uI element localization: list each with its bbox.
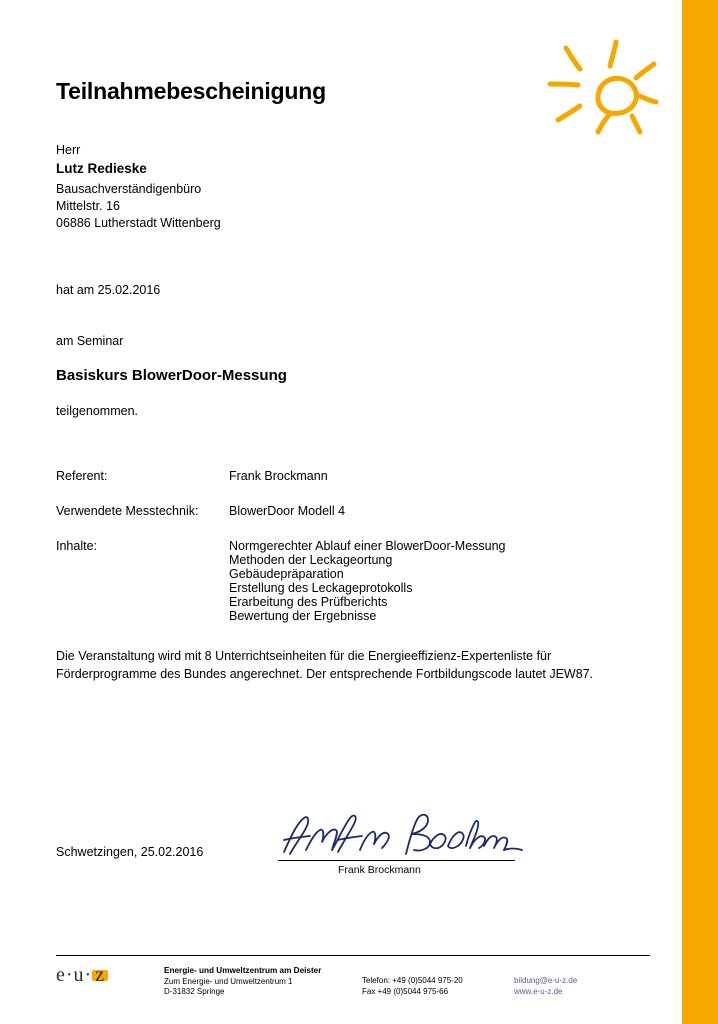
recipient-line-3: 06886 Lutherstadt Wittenberg [56, 216, 221, 230]
footer-website[interactable]: www.e-u-z.de [514, 986, 563, 996]
detail-row-messtechnik [56, 504, 616, 518]
accreditation-note: Die Veranstaltung wird mit 8 Unterrichtseinheiten für die Energieeffizienz-Expertenliste für Förderprogramme des Bundes angerechnet. Der entsprechende Fortbildungscode lautet JEW87. [56, 649, 594, 681]
footer-org [164, 966, 364, 998]
logo-text: e·u· [56, 964, 93, 986]
footer-fax: Fax +49 (0)5044 975-66 [362, 986, 449, 996]
list-item: Bewertung der Ergebnisse [229, 609, 377, 623]
detail-key: Referent: [56, 469, 108, 483]
recipient-name: Lutz Redieske [56, 161, 147, 176]
detail-row-inhalte [56, 539, 616, 623]
recipient-block [56, 142, 221, 232]
logo-box-z: z [92, 970, 108, 981]
recipient-salutation: Herr [56, 143, 81, 157]
contents-list [229, 539, 616, 623]
accent-band-gap [672, 0, 682, 1024]
signature-line [278, 860, 515, 861]
list-item: Methoden der Leckageortung [229, 553, 393, 567]
footer [56, 966, 656, 1014]
footer-online [514, 976, 664, 997]
footer-org-city: D-31832 Springe [164, 987, 225, 996]
detail-key: Inhalte: [56, 539, 98, 553]
list-item: Gebäudepräparation [229, 567, 344, 581]
page-title: Teilnahmebescheinigung [56, 78, 326, 104]
signature-block [278, 810, 528, 876]
signature-place-date: Schwetzingen, 25.02.2016 [56, 845, 204, 859]
detail-key: Verwendete Messtechnik: [56, 504, 199, 518]
accent-band-right [682, 0, 718, 1024]
footer-org-street: Zum Energie- und Umweltzentrum 1 [164, 976, 293, 986]
list-item: Erstellung des Leckageprotokolls [229, 581, 413, 595]
seminar-title: Basiskurs BlowerDoor-Messung [56, 367, 287, 384]
euz-logo [56, 964, 108, 986]
list-item: Normgerechter Ablauf einer BlowerDoor-Messung [229, 539, 506, 553]
attendance-date-line: hat am 25.02.2016 [56, 283, 161, 297]
footer-email[interactable]: bildung@e-u-z.de [514, 976, 578, 985]
document-content [56, 0, 636, 1024]
recipient-line-1: Bausachverständigenbüro [56, 182, 202, 196]
participation-line: teilgenommen. [56, 404, 138, 418]
recipient-line-2: Mittelstr. 16 [56, 199, 120, 213]
footer-divider [56, 955, 650, 956]
footer-org-name: Energie- und Umweltzentrum am Deister [164, 966, 322, 975]
signature-name: Frank Brockmann [338, 864, 421, 876]
detail-value: BlowerDoor Modell 4 [229, 504, 346, 518]
detail-row-referent [56, 469, 616, 483]
signature-image [278, 810, 528, 858]
details-table [56, 469, 616, 623]
seminar-label: am Seminar [56, 334, 124, 348]
detail-value: Frank Brockmann [229, 469, 328, 483]
list-item: Erarbeitung des Prüfberichts [229, 595, 388, 609]
footer-phone: Telefon: +49 (0)5044 975-20 [362, 976, 463, 985]
